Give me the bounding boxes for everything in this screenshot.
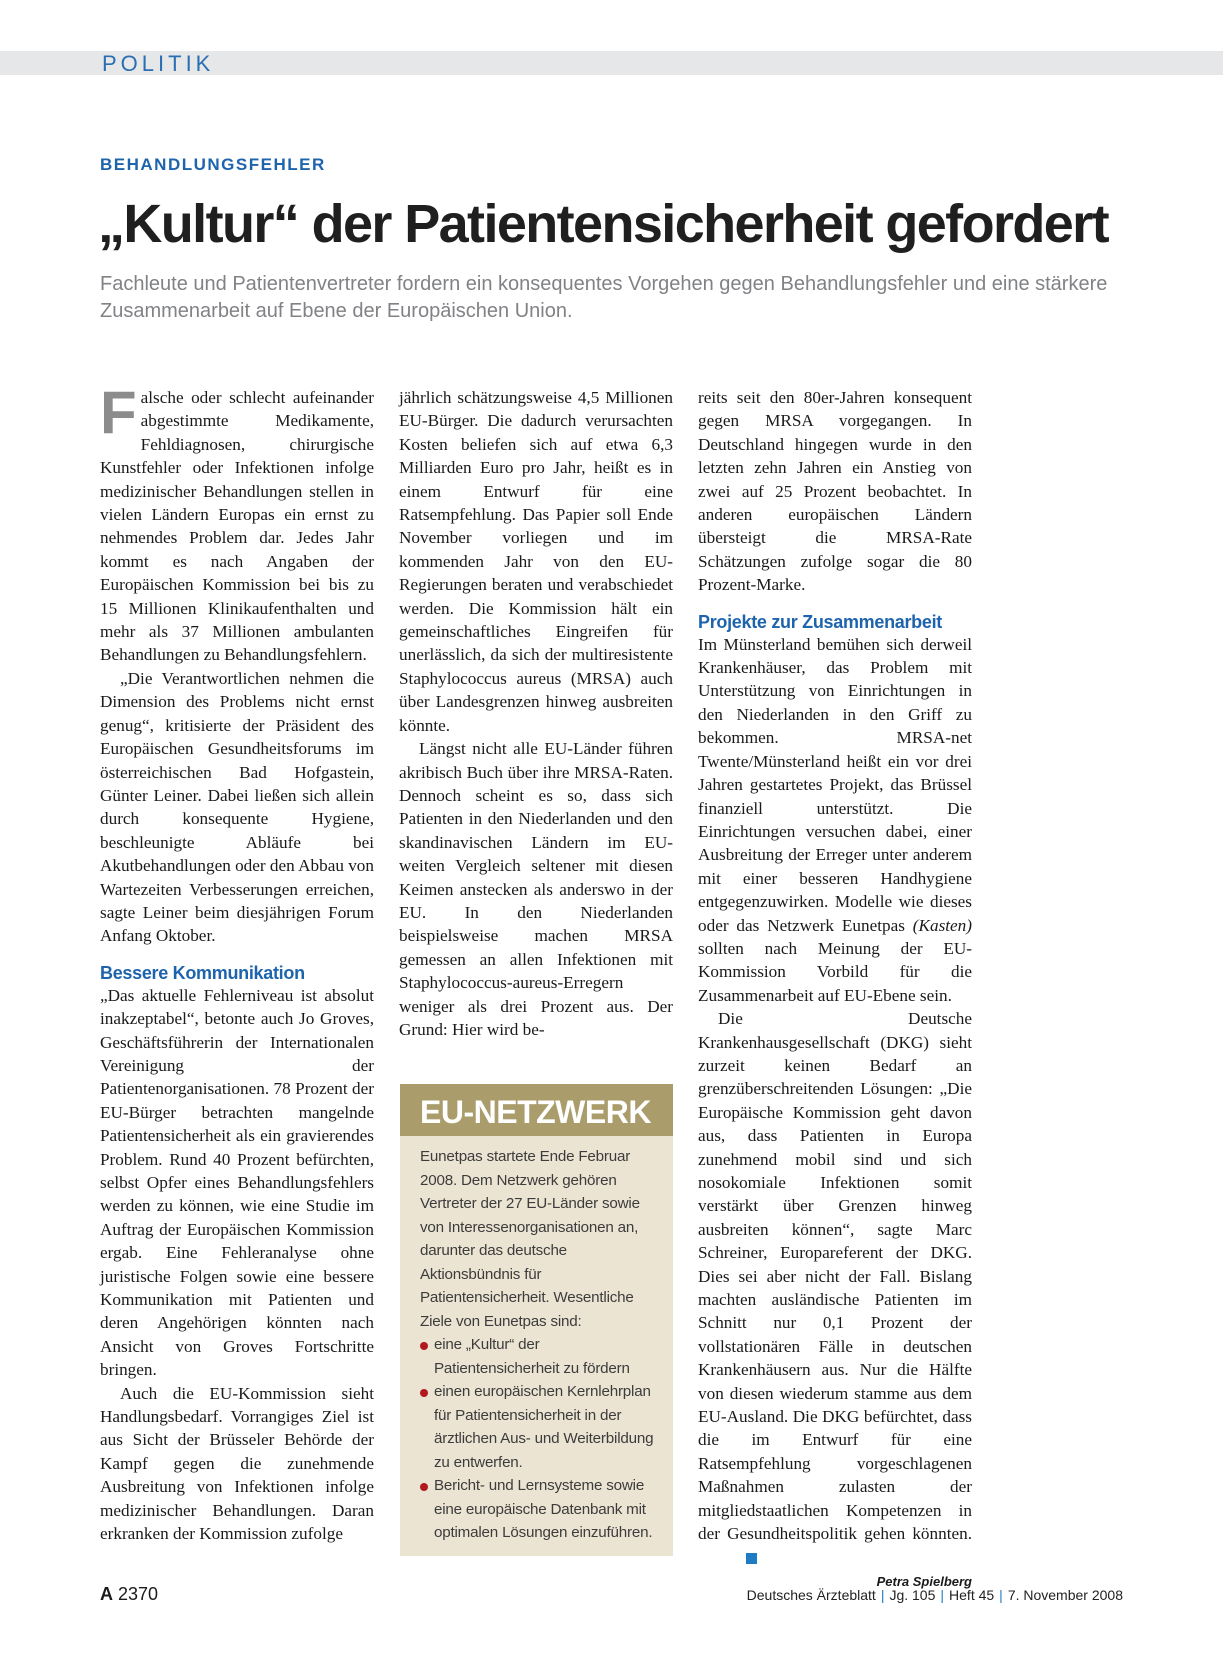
author-byline: Petra Spielberg (876, 1573, 972, 1589)
subheading: Projekte zur Zusammenarbeit (698, 611, 942, 632)
info-box (400, 1084, 673, 1556)
list-item: eine „Kultur“ der Patientensicherheit zu fördern (420, 1333, 655, 1380)
article-headline: „Kultur“ der Patientensicherheit gefordert (98, 194, 1108, 254)
divider: | (880, 1587, 885, 1603)
paragraph: jährlich schätzungsweise 4,5 Millionen EU-Bürger. Die dadurch verursachten Kosten beliefen sich auf etwa 6,3 Milliarden Euro pro Jahr, heißt es in einem Entwurf für eine Ratsempfehlung. Das Papier soll Ende November vorliegen und im kommenden Jahr von den EU-Regierungen beraten und verabschiedet werden. Die Kommission hält ein gemeinschaftliches Eingreifen für unerlässlich, da sich der multiresistente Staphylococcus aureus (MRSA) auch über Landesgrenzen hinweg ausbreiten könnte. (399, 388, 673, 735)
paragraph: reits seit den 80er-Jahren konsequent gegen MRSA vorgegangen. In Deutschland hingegen wurde in den letzten zehn Jahren ein Anstieg von zwei auf 25 Prozent beobachtet. In anderen europäischen Ländern übersteigt die MRSA-Rate Schätzungen zufolge sogar die 80 Prozent-Marke. (698, 388, 972, 595)
info-box-body (400, 1136, 673, 1545)
paragraph: Auch die EU-Kommission sieht Handlungsbedarf. Vorrangiges Ziel ist aus Sicht der Brüsseler Behörde der Kampf gegen die zunehmende Ausbreitung von Infektionen infolge medizinischer Behandlungen. Daran erkranken der Kommission zufolge (100, 1383, 374, 1544)
article-deck: Fachleute und Patientenvertreter fordern ein konsequentes Vorgehen gegen Behandlungsfehler und eine stärkere Zusammenarbeit auf Ebene der Europäischen Union. (100, 273, 1108, 322)
article-column-2 (399, 386, 673, 1041)
page-number: A 2370 (100, 1584, 159, 1604)
section-label: POLITIK (102, 51, 215, 76)
info-box-title: EU-NETZWERK (400, 1084, 673, 1136)
subheading: Bessere Kommunikation (100, 962, 305, 983)
paragraph: Im Münsterland bemühen sich derweil Krankenhäuser, das Problem mit Unterstützung von Einrichtungen in den Niederlanden in den Griff zu bekommen. MRSA-net Twente/Münsterland heißt ein vor drei Jahren gestartetes Projekt, das Brüssel finanziell unterstützt. Die Einrichtungen versuchen dabei, einer Ausbreitung der Erreger unter anderem mit einer besseren Handhygiene entgegenzuwirken. Modelle wie dieses oder das Netzwerk Eunetpas (Kasten) sollten nach Meinung der EU-Kommission Vorbild für die Zusammenarbeit auf EU-Ebene sein. (698, 634, 972, 1005)
drop-cap: F (100, 379, 137, 446)
end-mark-icon (746, 1553, 757, 1564)
paragraph: Längst nicht alle EU-Länder führen akribisch Buch über ihre MRSA-Raten. Dennoch scheint es so, dass sich Patienten in den Niederlanden und den skandinavischen Ländern im EU-weiten Vergleich seltener mit diesen Keimen anstecken als anderswo in der EU. In den Niederlanden beispielsweise machen MRSA gemessen an allen Infektionen mit Staphylococcus-aureus-Erregern weniger als drei Prozent aus. Der Grund: Hier wird be- (399, 739, 673, 1039)
bullet-icon (420, 1342, 428, 1350)
info-box-intro: Eunetpas startete Ende Februar 2008. Dem Netzwerk gehören Vertreter der 27 EU-Länder sowie von Interessenorganisationen an, darunter das deutsche Aktionsbündnis für Patientensicherheit. Wesentliche Ziele von Eunetpas sind: (420, 1148, 640, 1330)
journal-volume: Jg. 105 (889, 1587, 936, 1603)
journal-issue: Heft 45 (949, 1587, 995, 1603)
bullet-icon (420, 1389, 428, 1397)
list-item: Bericht- und Lernsysteme sowie eine europäische Datenbank mit optimalen Lösungen einzuführen. (420, 1474, 655, 1545)
paragraph: Die Deutsche Krankenhausgesellschaft (DKG) sieht zurzeit keinen Bedarf an grenzüberschreitenden Lösungen: „Die Europäische Kommission geht davon aus, dass Patienten in Europa zunehmend mobil sind und sich nosokomiale Infektionen somit verstärkt über Grenzen hinweg ausbreiten können“, sagte Marc Schreiner, Europareferent der DKG. Dies sei aber nicht der Fall. Bislang machten ausländische Patienten im Schnitt nur 0,1 Prozent der vollstationären Fälle in deutschen Krankenhäusern aus. Nur die Hälfte von diesen wiederum stamme aus dem EU-Ausland. Die DKG befürchtet, dass die im Entwurf für eine Ratsempfehlung vorgeschlagenen Maßnahmen zulasten der mitgliedstaatlichen Kompetenzen in der Gesundheitspolitik gehen könnten. (698, 1007, 972, 1569)
journal-name: Deutsches Ärzteblatt (746, 1587, 876, 1603)
info-box-list (420, 1333, 655, 1545)
journal-footer (747, 1587, 1123, 1603)
journal-date: 7. November 2008 (1007, 1587, 1123, 1603)
bullet-icon (420, 1483, 428, 1491)
article-kicker: BEHANDLUNGSFEHLER (100, 155, 326, 174)
article-column-3 (698, 386, 972, 1591)
paragraph: „Das aktuelle Fehlerniveau ist absolut inakzeptabel“, betonte auch Jo Groves, Geschäftsführerin der Internationalen Vereinigung der Patientenorganisationen. 78 Prozent der EU-Bürger betrachten mangelnde Patientensicherheit als ein gravierendes Problem. Rund 40 Prozent befürchten, selbst Opfer eines Behandlungsfehlers werden zu können, wie eine Studie im Auftrag der Europäischen Kommission ergab. Eine Fehleranalyse ohne juristische Folgen sowie eine bessere Kommunikation mit Patienten und deren Angehörigen könnten nach Ansicht von Groves Fortschritte bringen. (100, 985, 374, 1380)
paragraph: Falsche oder schlecht aufeinander abgestimmte Medikamente, Fehldiagnosen, chirurgische Kunstfehler oder Infektionen infolge medizinischer Behandlungen stellen in vielen Ländern Europas ein ernst zu nehmendes Problem dar. Jedes Jahr kommt es nach Angaben der Europäischen Kommission bei bis zu 15 Millionen Klinikaufenthalten und mehr als 37 Millionen ambulanten Behandlungen zu Behandlungsfehlern. (100, 379, 374, 665)
divider: | (940, 1587, 945, 1603)
box-reference: (Kasten) (912, 915, 972, 935)
divider: | (999, 1587, 1003, 1603)
paragraph: „Die Verantwortlichen nehmen die Dimension des Problems nicht ernst genug“, kritisierte der Präsident des Europäischen Gesundheitsforums im österreichischen Bad Hofgastein, Günter Leiner. Dabei ließen sich allein durch konsequente Hygiene, beschleunigte Abläufe bei Akutbehandlungen oder den Abbau von Wartezeiten Verbesserungen erreichen, sagte Leiner beim diesjährigen Forum Anfang Oktober. (100, 668, 374, 946)
list-item: einen europäischen Kernlehrplan für Patientensicherheit in der ärztlichen Aus- und Weiterbildung zu entwerfen. (420, 1380, 655, 1474)
article-column-1 (100, 379, 374, 1546)
